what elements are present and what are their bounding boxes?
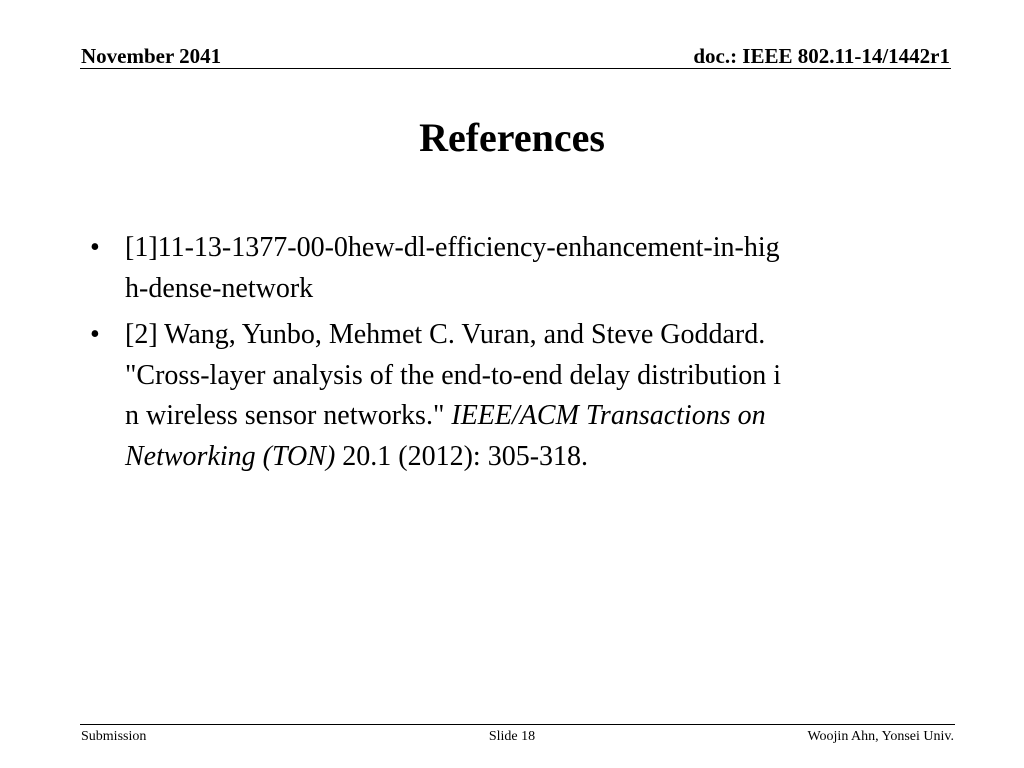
reference-2-citation-details: 20.1 (2012): 305-318. xyxy=(335,440,589,472)
reference-2-line-1: [2] Wang, Yunbo, Mehmet C. Vuran, and Steve Goddard. xyxy=(125,319,766,350)
footer-rule xyxy=(80,724,955,725)
bullet-2: • xyxy=(90,319,100,350)
bullet-1: • xyxy=(90,232,100,263)
reference-2-line-2: "Cross-layer analysis of the end-to-end delay distribution i xyxy=(125,359,782,391)
reference-2-journal-part-1: IEEE/ACM Transactions on xyxy=(451,400,766,431)
header-date: November 2041 xyxy=(81,44,222,68)
reference-item-2 xyxy=(90,315,940,477)
footer-submission: Submission xyxy=(81,729,147,744)
reference-list xyxy=(90,228,940,483)
reference-1-line-2: h-dense-network xyxy=(125,272,314,304)
footer-author: Woojin Ahn, Yonsei Univ. xyxy=(807,729,954,744)
footer-slide-number: Slide 18 xyxy=(488,729,536,744)
reference-2-line-3 xyxy=(125,396,940,437)
slide-title: References xyxy=(419,115,605,160)
reference-2-journal-part-2: Networking (TON) xyxy=(125,440,336,472)
reference-2-line-3-text: n wireless sensor networks." xyxy=(125,400,452,431)
reference-item-1 xyxy=(90,228,940,309)
reference-1-line-1: [1]11-13-1377-00-0hew-dl-efficiency-enhancement-in-hig xyxy=(125,232,780,263)
header-doc-id: doc.: IEEE 802.11-14/1442r1 xyxy=(693,44,950,68)
header-rule xyxy=(80,68,951,69)
reference-2-line-4 xyxy=(125,437,940,478)
